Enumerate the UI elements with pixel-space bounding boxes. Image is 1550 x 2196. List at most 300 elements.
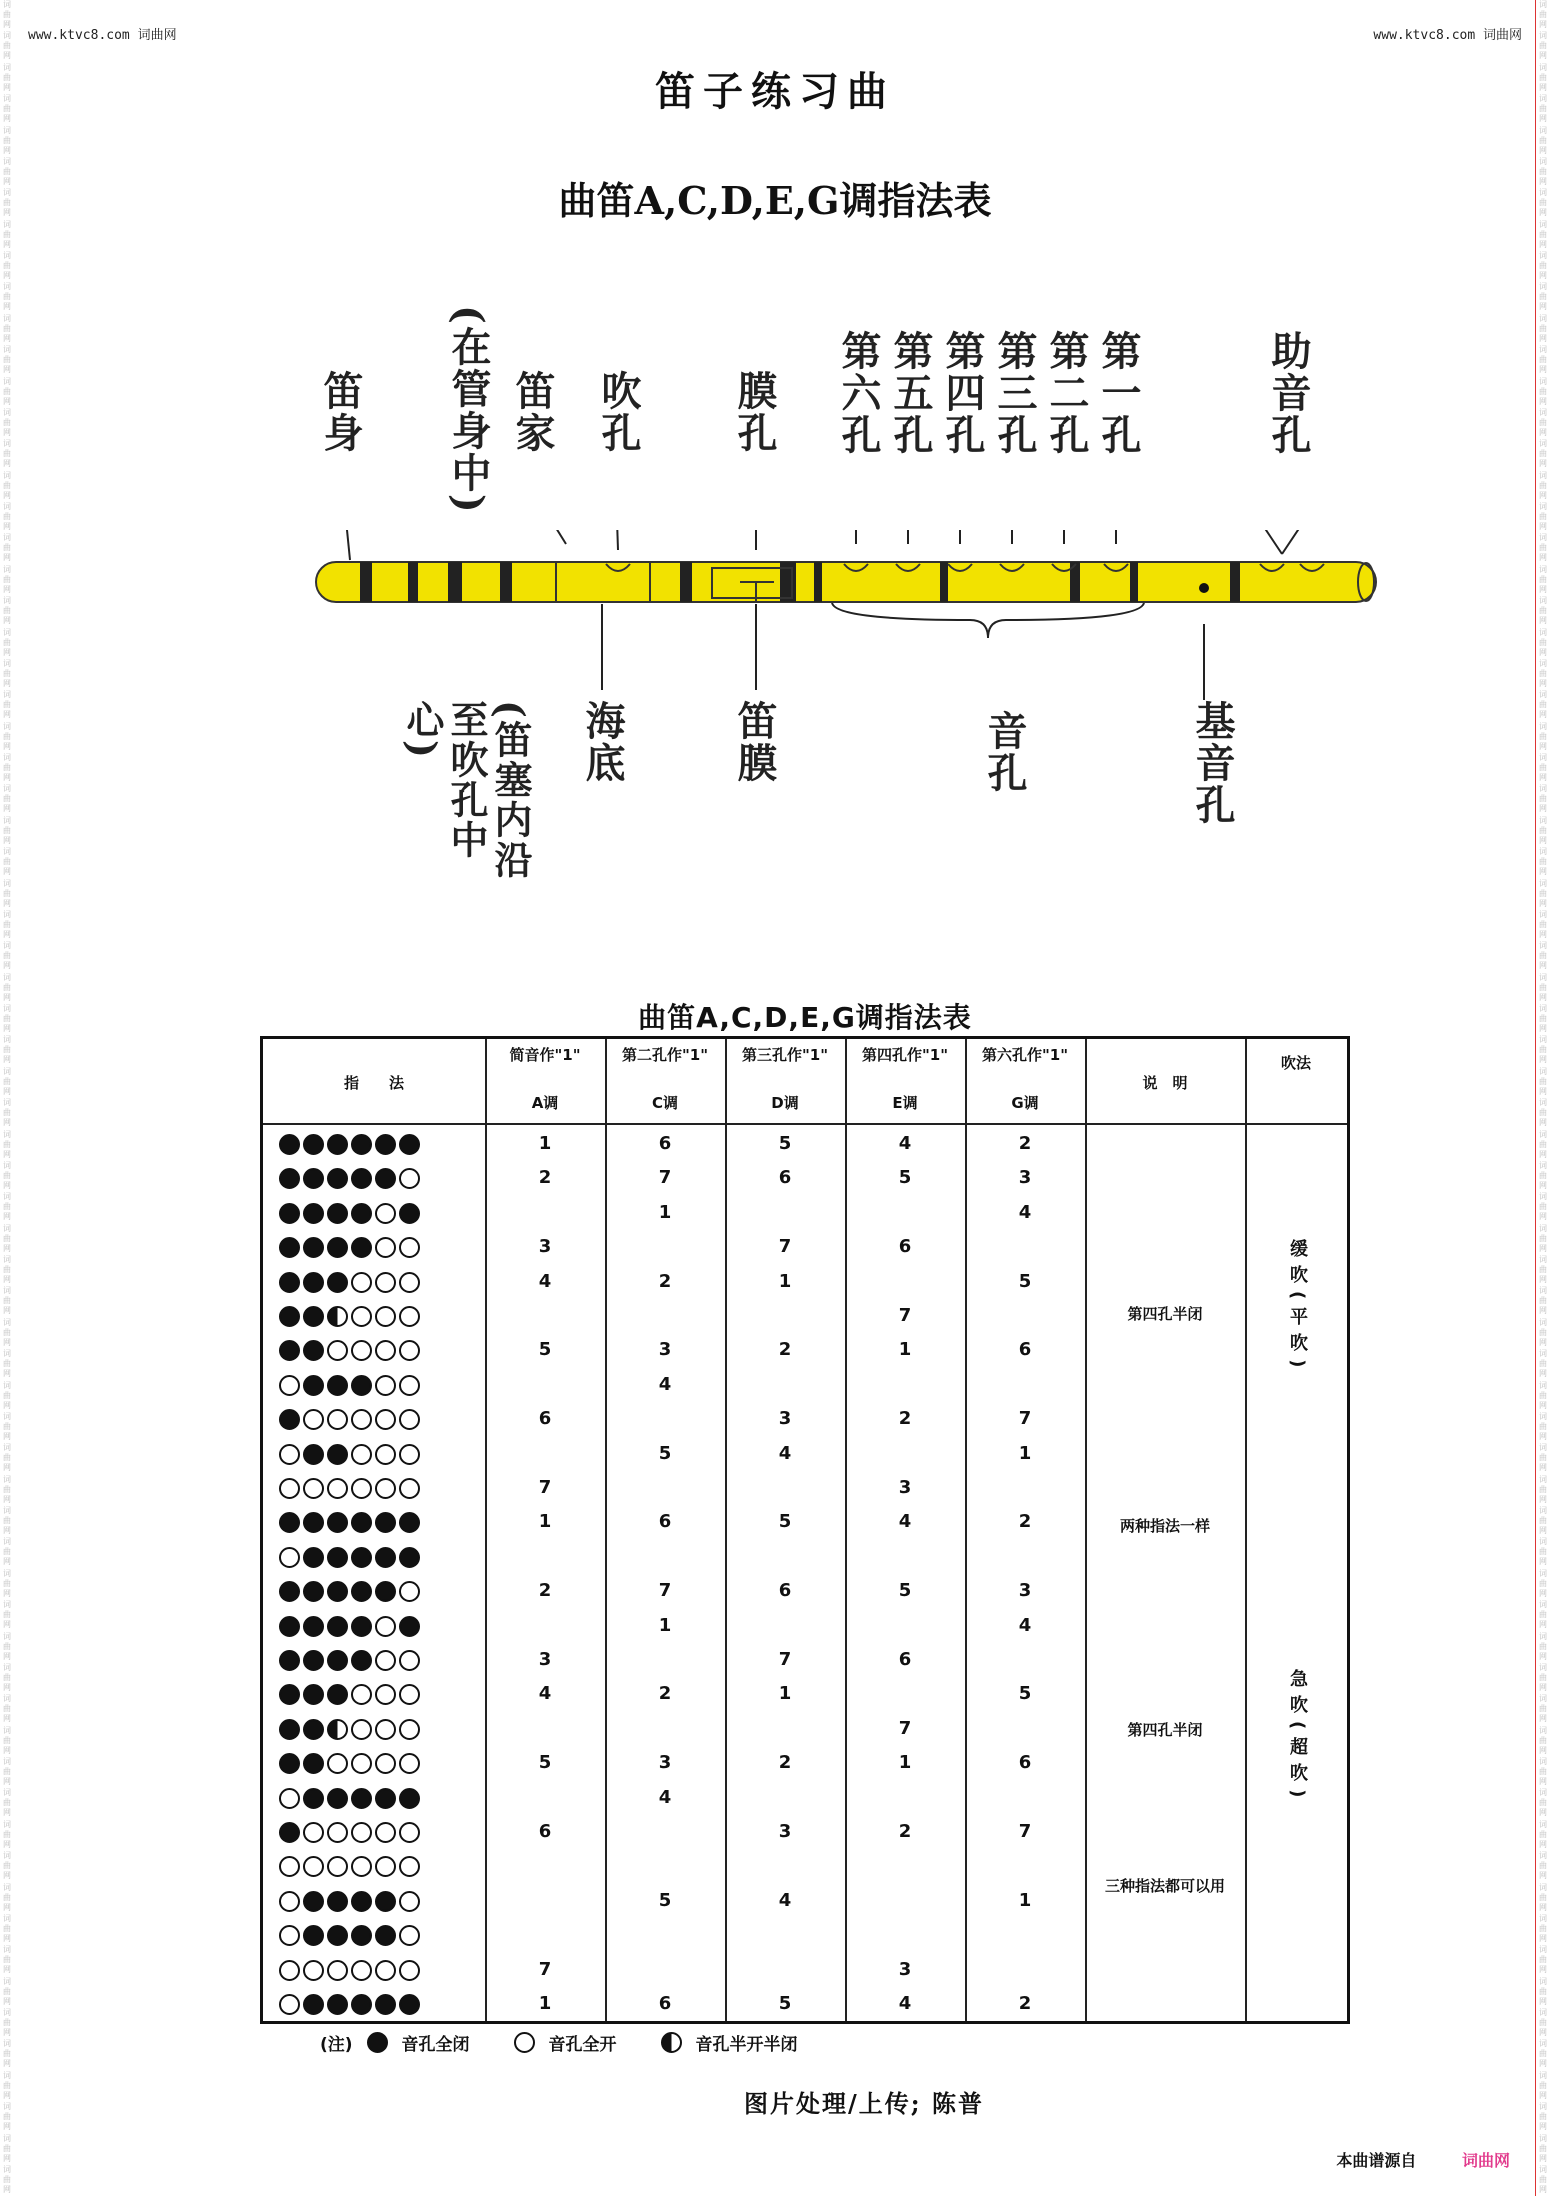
cell-g: 2: [1018, 1511, 1032, 1533]
cell-g: 3: [1018, 1580, 1032, 1602]
cell-a: 4: [538, 1683, 552, 1705]
closed-hole-icon: [327, 1203, 348, 1224]
closed-hole-icon: [327, 1237, 348, 1258]
cell-d: 1: [778, 1683, 792, 1705]
closed-hole-icon: [303, 1753, 324, 1774]
cell-e: 7: [898, 1717, 912, 1739]
label-mo: 膜孔: [731, 370, 778, 454]
fingering-holes: [279, 1684, 420, 1705]
open-hole-icon: [399, 1925, 420, 1946]
flute-drawing: [300, 530, 1380, 850]
open-hole-icon: [375, 1478, 396, 1499]
header-d-top: 第三孔作"1": [741, 1046, 829, 1064]
cell-g: 3: [1018, 1167, 1032, 1189]
fingering-holes: [279, 1272, 420, 1293]
label-hole1: 第一孔: [1095, 330, 1142, 456]
closed-hole-icon: [279, 1340, 300, 1361]
closed-hole-icon: [327, 1650, 348, 1671]
legend-half: 音孔半开半闭: [695, 2035, 798, 2055]
open-hole-icon: [375, 1444, 396, 1465]
open-hole-icon: [279, 1960, 300, 1981]
fingering-holes: [279, 1306, 420, 1327]
open-hole-icon: [351, 1478, 372, 1499]
open-hole-icon: [399, 1581, 420, 1602]
cell-g: 5: [1018, 1683, 1032, 1705]
label-ji: 基音孔: [1189, 700, 1236, 826]
cell-c: 7: [658, 1580, 672, 1602]
cell-e: 4: [898, 1993, 912, 2014]
closed-hole-icon: [303, 1512, 324, 1533]
closed-hole-icon: [327, 1272, 348, 1293]
fingering-holes: [279, 1960, 420, 1981]
cell-e: 3: [898, 1477, 912, 1498]
open-hole-icon: [327, 1822, 348, 1843]
cell-g: 2: [1018, 1993, 1032, 2014]
open-hole-icon: [351, 1340, 372, 1361]
closed-hole-icon: [399, 1788, 420, 1809]
fingering-holes: [279, 1444, 420, 1465]
fingering-holes: [279, 1203, 420, 1224]
fingering-holes: [279, 1409, 420, 1430]
half-hole-icon: [327, 1719, 348, 1740]
cell-d: 5: [778, 1133, 792, 1154]
closed-hole-icon: [303, 1719, 324, 1740]
table-row: [263, 1404, 1347, 1438]
header-c-top: 第二孔作"1": [621, 1046, 709, 1064]
cell-d: 5: [778, 1993, 792, 2014]
cell-e: 1: [898, 1752, 912, 1774]
closed-hole-icon: [399, 1616, 420, 1637]
table-row: [263, 1335, 1347, 1369]
closed-hole-icon: [327, 1512, 348, 1533]
open-hole-icon: [303, 1822, 324, 1843]
open-hole-icon: [351, 1444, 372, 1465]
legend-open: 音孔全开: [548, 2035, 617, 2055]
cell-d: 7: [778, 1649, 792, 1670]
closed-hole-icon: [303, 1684, 324, 1705]
open-hole-icon: [327, 1340, 348, 1361]
header-blow: 吹法: [1280, 1054, 1311, 1072]
open-hole-icon: [399, 1719, 420, 1740]
open-hole-icon: [279, 1478, 300, 1499]
table-row: [263, 1473, 1347, 1507]
open-hole-icon: [399, 1306, 420, 1327]
label-hole4: 第四孔: [939, 330, 986, 456]
closed-hole-icon: [303, 1547, 324, 1568]
fingering-holes: [279, 1616, 420, 1637]
open-hole-icon: [303, 1856, 324, 1877]
cell-a: 5: [538, 1339, 552, 1361]
cell-c: 7: [658, 1167, 672, 1189]
table-row: [263, 1232, 1347, 1266]
fingering-table: [260, 1036, 1350, 2024]
closed-hole-icon: [279, 1581, 300, 1602]
closed-hole-icon: [303, 1788, 324, 1809]
blow-slow: 缓吹(平吹): [1287, 1239, 1308, 1376]
closed-hole-icon: [399, 1547, 420, 1568]
open-hole-icon: [399, 1753, 420, 1774]
cell-a: 4: [538, 1270, 552, 1292]
table-row: [263, 1955, 1347, 1989]
closed-hole-icon: [303, 1237, 324, 1258]
open-hole-icon: [375, 1375, 396, 1396]
open-hole-icon: [399, 1650, 420, 1671]
closed-hole-icon: [327, 1891, 348, 1912]
header-left-url: www.ktvc8.com 词曲网: [28, 28, 177, 43]
blow-fast: 急吹(超吹): [1287, 1669, 1308, 1806]
cell-a: 5: [538, 1752, 552, 1774]
open-hole-icon: [375, 1753, 396, 1774]
closed-hole-icon: [303, 1925, 324, 1946]
legend: [320, 2030, 798, 2055]
open-hole-icon: [303, 1478, 324, 1499]
footer-brand: 词曲网: [1461, 2151, 1510, 2170]
cell-c: 2: [658, 1683, 672, 1705]
fingering-holes: [279, 1753, 420, 1774]
open-hole-icon: [351, 1306, 372, 1327]
closed-hole-icon: [375, 1788, 396, 1809]
closed-hole-icon: [375, 1134, 396, 1155]
open-hole-icon: [399, 1478, 420, 1499]
closed-hole-icon: [375, 1168, 396, 1189]
open-hole-icon: [279, 1891, 300, 1912]
margin-rule: [1535, 0, 1536, 2196]
closed-hole-icon: [327, 1168, 348, 1189]
fingering-holes: [279, 1168, 420, 1189]
cell-e: 6: [898, 1649, 912, 1670]
closed-hole-icon: [351, 1788, 372, 1809]
label-hole5: 第五孔: [887, 330, 934, 456]
table-row: [263, 1679, 1347, 1713]
closed-hole-icon: [351, 1581, 372, 1602]
open-hole-icon: [279, 1444, 300, 1465]
legend-prefix: (注): [320, 2035, 353, 2055]
table-row: [263, 1267, 1347, 1301]
cell-e: 7: [898, 1305, 912, 1326]
open-hole-icon: [327, 1753, 348, 1774]
closed-hole-icon: [351, 1616, 372, 1637]
cell-a: 6: [538, 1408, 552, 1430]
cell-e: 1: [898, 1339, 912, 1361]
cell-c: 5: [658, 1889, 672, 1911]
table-row: [263, 1576, 1347, 1610]
header-right-url: www.ktvc8.com 词曲网: [1373, 28, 1522, 43]
label-zhu: 助音孔: [1265, 330, 1312, 456]
label-dimo: 笛膜: [731, 700, 778, 784]
open-hole-icon: [399, 1237, 420, 1258]
open-hole-icon: [399, 1822, 420, 1843]
closed-hole-icon: [351, 1168, 372, 1189]
fingering-holes: [279, 1581, 420, 1602]
header-fingering: 指 法: [343, 1074, 404, 1092]
open-hole-icon: [327, 1856, 348, 1877]
cell-c: 6: [658, 1511, 672, 1533]
label-yin: 音孔: [981, 710, 1028, 794]
side-watermark-left: 词 曲 网 词 曲 网 词 曲 网 词 曲 网 词 曲 网 词 曲 网 词 曲 网 词 曲 网 词 曲 网 词 曲 网 词 曲 网 词 曲 网 词 曲 网 词 曲 网 词 曲 网 词 曲 网 词 曲 网 词 曲 网 词 曲 网 词 曲 网 词 曲 网 词 曲 网 词 曲 网 词 曲 网 词 曲 网 词 曲 网 词 曲 网 词 曲 网 词 曲 网 词 曲 网 词 曲 网 词 曲 网 词 曲 网 词 曲 网 词 曲 网 词 曲 网 词 曲 网 词 曲 网 词 曲 网 词 曲 网 词 曲 网 词 曲 网 词 曲 网 词 曲 网 词 曲 网 词 曲 网 词 曲 网 词 曲 网 词 曲 网 词 曲 网 词 曲 网 词 曲 网 词 曲 网 词 曲 网 词 曲 网 词 曲 网 词 曲 网 词 曲 网 词 曲 网 词 曲 网 词 曲 网 词 曲 网 词 曲 网 词 曲 网 词 曲 网 词 曲 网 词 曲 网 词 曲 网 词 曲 网 词 曲 网: [3, 0, 11, 2194]
cell-d: 2: [778, 1339, 792, 1361]
open-hole-icon: [399, 1684, 420, 1705]
open-hole-icon: [327, 1409, 348, 1430]
fingering-holes: [279, 1237, 420, 1258]
open-hole-icon: [303, 1409, 324, 1430]
fingering-holes: [279, 1512, 420, 1533]
closed-hole-icon: [303, 1444, 324, 1465]
header-a-top: 简音作"1": [509, 1046, 581, 1064]
closed-hole-icon: [303, 1306, 324, 1327]
cell-g: 7: [1018, 1408, 1032, 1430]
closed-hole-icon: [303, 1994, 324, 2015]
closed-hole-icon: [399, 1512, 420, 1533]
cell-g: 6: [1018, 1752, 1032, 1774]
closed-hole-icon: [279, 1237, 300, 1258]
fingering-holes: [279, 1375, 420, 1396]
closed-hole-icon: [303, 1650, 324, 1671]
fingering-holes: [279, 1719, 420, 1740]
fingering-holes: [279, 1891, 420, 1912]
half-hole-icon: [327, 1306, 348, 1327]
table-row: [263, 1748, 1347, 1782]
cell-e: 4: [898, 1133, 912, 1154]
closed-hole-icon: [399, 1994, 420, 2015]
closed-hole-icon: [279, 1822, 300, 1843]
fingering-holes: [279, 1925, 420, 1946]
header-a-key: A调: [531, 1094, 559, 1112]
cell-c: 1: [658, 1201, 672, 1223]
open-hole-icon: [279, 1788, 300, 1809]
closed-hole-icon: [303, 1203, 324, 1224]
header-g-top: 第六孔作"1": [981, 1046, 1069, 1064]
page-subtitle: 曲笛A,C,D,E,G调指法表: [558, 178, 992, 223]
closed-hole-icon: [303, 1340, 324, 1361]
fingering-holes: [279, 1134, 420, 1155]
open-hole-icon: [351, 1960, 372, 1981]
closed-hole-icon: [279, 1272, 300, 1293]
open-hole-icon: [399, 1960, 420, 1981]
header-c-key: C调: [651, 1094, 678, 1112]
open-hole-icon: [375, 1272, 396, 1293]
cell-g: 4: [1018, 1614, 1032, 1636]
closed-hole-icon: [279, 1753, 300, 1774]
open-hole-icon: [399, 1375, 420, 1396]
cell-d: 3: [778, 1408, 792, 1430]
open-hole-icon: [327, 1960, 348, 1981]
open-hole-icon: [375, 1237, 396, 1258]
cell-g: 1: [1018, 1889, 1032, 1911]
credit-line: 图片处理/上传; 陈普: [744, 2089, 984, 2118]
open-hole-icon: [399, 1856, 420, 1877]
closed-hole-icon: [351, 1994, 372, 2015]
fingering-holes: [279, 1788, 420, 1809]
cell-d: 4: [778, 1889, 792, 1911]
cell-c: 3: [658, 1752, 672, 1774]
label-haidi-note: (笛塞内沿至吹孔中心): [400, 700, 533, 880]
label-hole2: 第二孔: [1043, 330, 1090, 456]
open-hole-icon: [351, 1684, 372, 1705]
closed-hole-icon: [327, 1925, 348, 1946]
open-hole-icon: [279, 1375, 300, 1396]
label-chui: 吹孔: [595, 370, 642, 454]
open-hole-icon: [375, 1616, 396, 1637]
open-hole-icon: [303, 1960, 324, 1981]
cell-e: 3: [898, 1958, 912, 1980]
cell-c: 5: [658, 1442, 672, 1464]
open-hole-icon: [399, 1340, 420, 1361]
cell-d: 5: [778, 1511, 792, 1533]
closed-hole-icon: [375, 1547, 396, 1568]
cell-g: 5: [1018, 1270, 1032, 1292]
table-row: [263, 1198, 1347, 1232]
table-row: [263, 1645, 1347, 1679]
open-hole-icon: [279, 1547, 300, 1568]
label-hole6: 第六孔: [835, 330, 882, 456]
closed-hole-icon: [279, 1134, 300, 1155]
open-hole-icon: [399, 1891, 420, 1912]
open-hole-icon: [399, 1444, 420, 1465]
table-row: [263, 1920, 1347, 1954]
cell-a: 2: [538, 1167, 552, 1189]
open-hole-icon: [399, 1409, 420, 1430]
closed-hole-icon: [351, 1203, 372, 1224]
open-hole-icon: [351, 1822, 372, 1843]
fingering-holes: [279, 1856, 420, 1877]
cell-c: 4: [658, 1786, 672, 1808]
closed-hole-icon: [327, 1788, 348, 1809]
note-half-hole-2: 第四孔半闭: [1127, 1721, 1203, 1739]
cell-c: 1: [658, 1614, 672, 1636]
table-row: [263, 1129, 1347, 1163]
cell-g: 2: [1018, 1133, 1032, 1154]
footer: [1336, 2148, 1510, 2171]
closed-hole-icon: [327, 1616, 348, 1637]
legend-closed: 音孔全闭: [401, 2035, 470, 2055]
open-hole-icon: [514, 2032, 535, 2053]
cell-c: 6: [658, 1993, 672, 2014]
closed-hole-icon: [399, 1203, 420, 1224]
cell-d: 6: [778, 1167, 792, 1189]
cell-g: 4: [1018, 1201, 1032, 1223]
footer-source: 本曲谱源自: [1336, 2151, 1417, 2170]
closed-hole-icon: [279, 1616, 300, 1637]
label-jia: 笛家: [509, 370, 556, 454]
cell-d: 3: [778, 1821, 792, 1842]
label-haidi: 海底: [579, 700, 626, 784]
closed-hole-icon: [351, 1547, 372, 1568]
cell-c: 6: [658, 1133, 672, 1154]
closed-hole-icon: [303, 1616, 324, 1637]
table-row: [263, 1163, 1347, 1197]
label-body: 笛身: [317, 370, 364, 454]
open-hole-icon: [375, 1203, 396, 1224]
open-hole-icon: [327, 1478, 348, 1499]
open-hole-icon: [351, 1272, 372, 1293]
closed-hole-icon: [375, 1581, 396, 1602]
header-e-key: E调: [892, 1094, 918, 1112]
cell-a: 1: [538, 1133, 552, 1154]
header-divider: [263, 1123, 1347, 1125]
closed-hole-icon: [279, 1306, 300, 1327]
closed-hole-icon: [351, 1237, 372, 1258]
cell-c: 2: [658, 1270, 672, 1292]
closed-hole-icon: [327, 1581, 348, 1602]
closed-hole-icon: [327, 1444, 348, 1465]
table-row: [263, 1542, 1347, 1576]
cell-d: 2: [778, 1752, 792, 1774]
header-g-key: G调: [1011, 1094, 1039, 1112]
closed-hole-icon: [327, 1994, 348, 2015]
closed-hole-icon: [279, 1650, 300, 1671]
cell-a: 1: [538, 1511, 552, 1533]
fingering-holes: [279, 1994, 420, 2015]
cell-a: 2: [538, 1580, 552, 1602]
note-three-fingerings: 三种指法都可以用: [1104, 1877, 1225, 1895]
open-hole-icon: [351, 1719, 372, 1740]
label-guanshen: (在管身中): [445, 305, 492, 515]
closed-hole-icon: [327, 1375, 348, 1396]
fingering-holes: [279, 1822, 420, 1843]
closed-hole-icon: [303, 1168, 324, 1189]
table-row: [263, 1817, 1347, 1851]
closed-hole-icon: [279, 1409, 300, 1430]
table-row: [263, 1370, 1347, 1404]
open-hole-icon: [279, 1925, 300, 1946]
cell-e: 2: [898, 1408, 912, 1430]
cell-e: 4: [898, 1511, 912, 1533]
cell-a: 7: [538, 1477, 552, 1498]
table-row: [263, 1989, 1347, 2023]
closed-hole-icon: [279, 1203, 300, 1224]
closed-hole-icon: [327, 1684, 348, 1705]
closed-hole-icon: [351, 1134, 372, 1155]
closed-hole-icon: [351, 1891, 372, 1912]
half-hole-icon: [661, 2032, 682, 2053]
cell-e: 5: [898, 1580, 912, 1602]
table-title: 曲笛A,C,D,E,G调指法表: [638, 1001, 972, 1034]
open-hole-icon: [375, 1856, 396, 1877]
cell-d: 1: [778, 1270, 792, 1292]
fingering-holes: [279, 1650, 420, 1671]
open-hole-icon: [399, 1272, 420, 1293]
open-hole-icon: [351, 1753, 372, 1774]
closed-hole-icon: [303, 1134, 324, 1155]
open-hole-icon: [375, 1822, 396, 1843]
fingering-holes: [279, 1547, 420, 1568]
cell-a: 3: [538, 1236, 552, 1258]
cell-e: 2: [898, 1821, 912, 1842]
cell-a: 6: [538, 1821, 552, 1842]
closed-hole-icon: [351, 1650, 372, 1671]
cell-c: 3: [658, 1339, 672, 1361]
open-hole-icon: [375, 1306, 396, 1327]
cell-g: 7: [1018, 1821, 1032, 1842]
open-hole-icon: [375, 1650, 396, 1671]
fingering-holes: [279, 1478, 420, 1499]
closed-hole-icon: [327, 1134, 348, 1155]
closed-hole-icon: [303, 1375, 324, 1396]
closed-hole-icon: [375, 1512, 396, 1533]
cell-c: 4: [658, 1373, 672, 1395]
cell-a: 3: [538, 1649, 552, 1670]
cell-g: 6: [1018, 1339, 1032, 1361]
closed-hole-icon: [375, 1925, 396, 1946]
open-hole-icon: [279, 1856, 300, 1877]
header-d-key: D调: [771, 1094, 799, 1112]
cell-d: 6: [778, 1580, 792, 1602]
closed-hole-icon: [375, 1994, 396, 2015]
closed-hole-icon: [303, 1891, 324, 1912]
open-hole-icon: [375, 1719, 396, 1740]
open-hole-icon: [279, 1994, 300, 2015]
cell-g: 1: [1018, 1442, 1032, 1464]
